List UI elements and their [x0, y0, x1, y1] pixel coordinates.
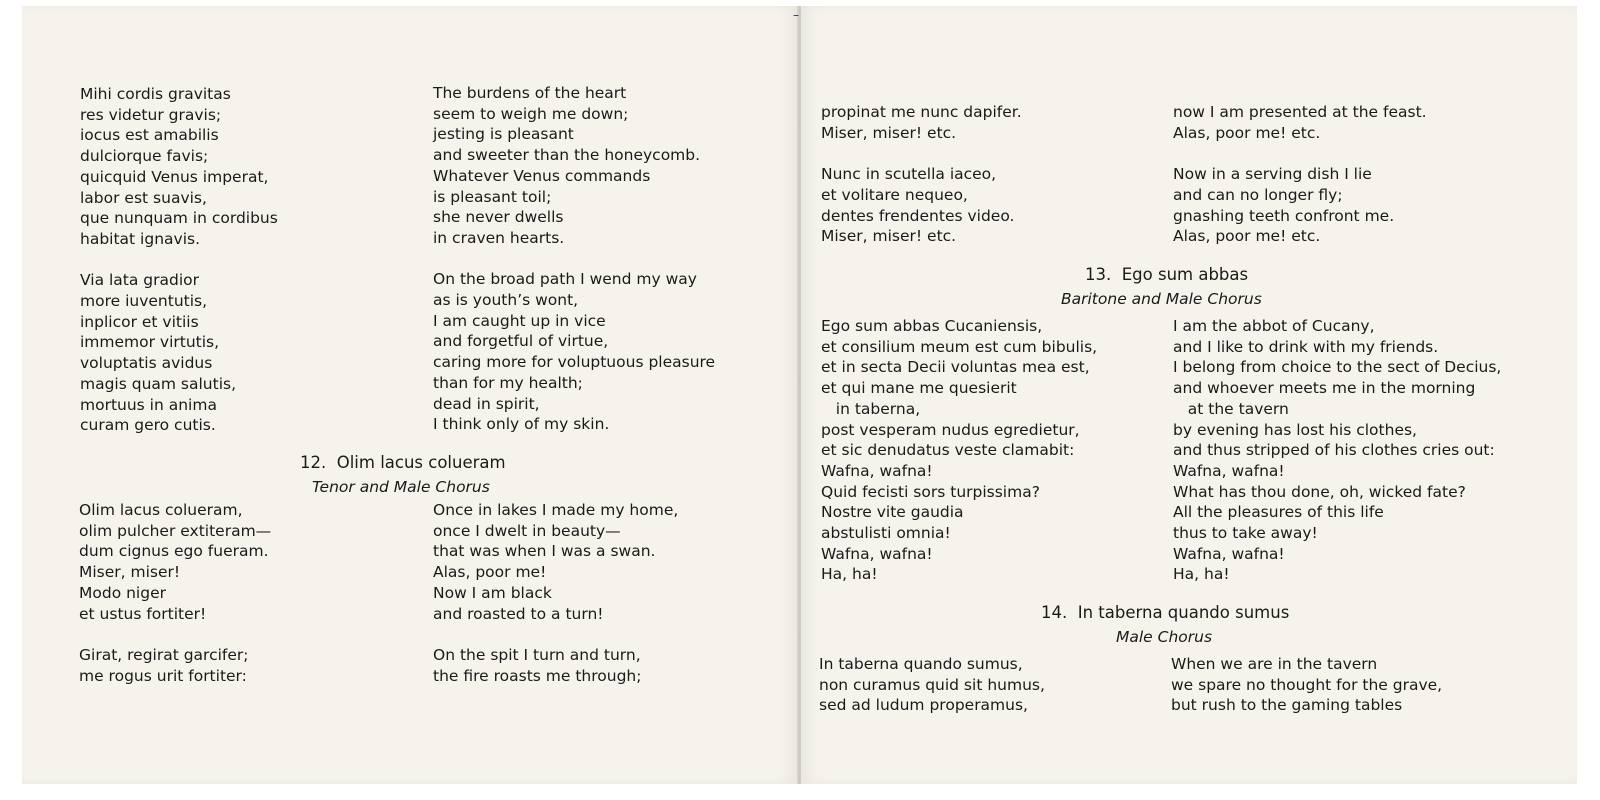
left-page [22, 6, 798, 784]
english-translation-section-12-continued: now I am presented at the feast. Alas, poor me! etc. Now in a serving dish I lie and can no longer fly; gnashing teeth confront me. Alas, poor me! etc. [1173, 103, 1427, 246]
latin-text-section-14: In taberna quando sumus, non curamus quid sit humus, sed ad ludum properamus, [819, 655, 1045, 715]
corner-mark: – [793, 8, 799, 22]
right-page [793, 6, 1577, 784]
section-12-subtitle: Tenor and Male Chorus [312, 478, 490, 496]
english-translation-section-12: Once in lakes I made my home, once I dwelt in beauty— that was when I was a swan. Alas, poor me! Now I am black and roasted to a turn! On the spit I turn and turn, the fire roasts me through; [433, 501, 679, 685]
section-13-subtitle: Baritone and Male Chorus [1061, 290, 1262, 308]
section-14-subtitle: Male Chorus [1116, 628, 1213, 646]
english-translation-block: The burdens of the heart seem to weigh me down; jesting is pleasant and sweeter than the honeycomb. Whatever Venus commands is pleasant toil; she never dwells in craven hearts. On the broad path I wend my way as is youth’s wont, I am caught up in vice and forgetful of virtue, caring more for voluptuous pleasure than for my health; dead in spirit, I think only of my skin. [433, 84, 716, 434]
latin-text-section-12-continued: propinat me nunc dapifer. Miser, miser! etc. Nunc in scutella iaceo, et volitare nequeo, dentes frendentes video. Miser, miser! etc. [821, 103, 1022, 246]
section-12-title: 12. Olim lacus colueram [300, 453, 506, 472]
latin-text-section-13: Ego sum abbas Cucaniensis, et consilium meum est cum bibulis, et in secta Decii voluntas mea est, et qui mane me quesierit in taberna, post vesperam nudus egredietur, et sic denudatus veste clamabit: Wafna, wafna! Quid fecisti sors turpissima? Nostre vite gaudia abstulisti omnia! Wafna, wafna! Ha, ha! [821, 317, 1098, 584]
section-14-title: 14. In taberna quando sumus [1041, 603, 1290, 622]
english-translation-section-13: I am the abbot of Cucany, and I like to drink with my friends. I belong from choice to the sect of Decius, and whoever meets me in the morning at the tavern by evening has lost his clothes, and thus stripped of his clothes cries out: Wafna, wafna! What has thou done, oh, wicked fate? All the pleasures of this life thus to take away! Wafna, wafna! Ha, ha! [1173, 317, 1502, 584]
latin-text-lyrics-block: Mihi cordis gravitas res videtur gravis; iocus est amabilis dulciorque favis; quicquid Venus imperat, labor est suavis, que nunquam in cordibus habitat ignavis. Via lata gradior more iuventutis, inplicor et vitiis immemor virtutis, voluptatis avidus magis quam salutis, mortuus in anima curam gero cutis. [80, 85, 278, 435]
section-13-title: 13. Ego sum abbas [1085, 265, 1249, 284]
latin-text-section-12: Olim lacus colueram, olim pulcher extiteram— dum cignus ego fueram. Miser, miser! Modo niger et ustus fortiter! Girat, regirat garcifer; me rogus urit fortiter: [79, 501, 272, 685]
english-translation-section-14: When we are in the tavern we spare no thought for the grave, but rush to the gaming tables [1171, 655, 1443, 715]
